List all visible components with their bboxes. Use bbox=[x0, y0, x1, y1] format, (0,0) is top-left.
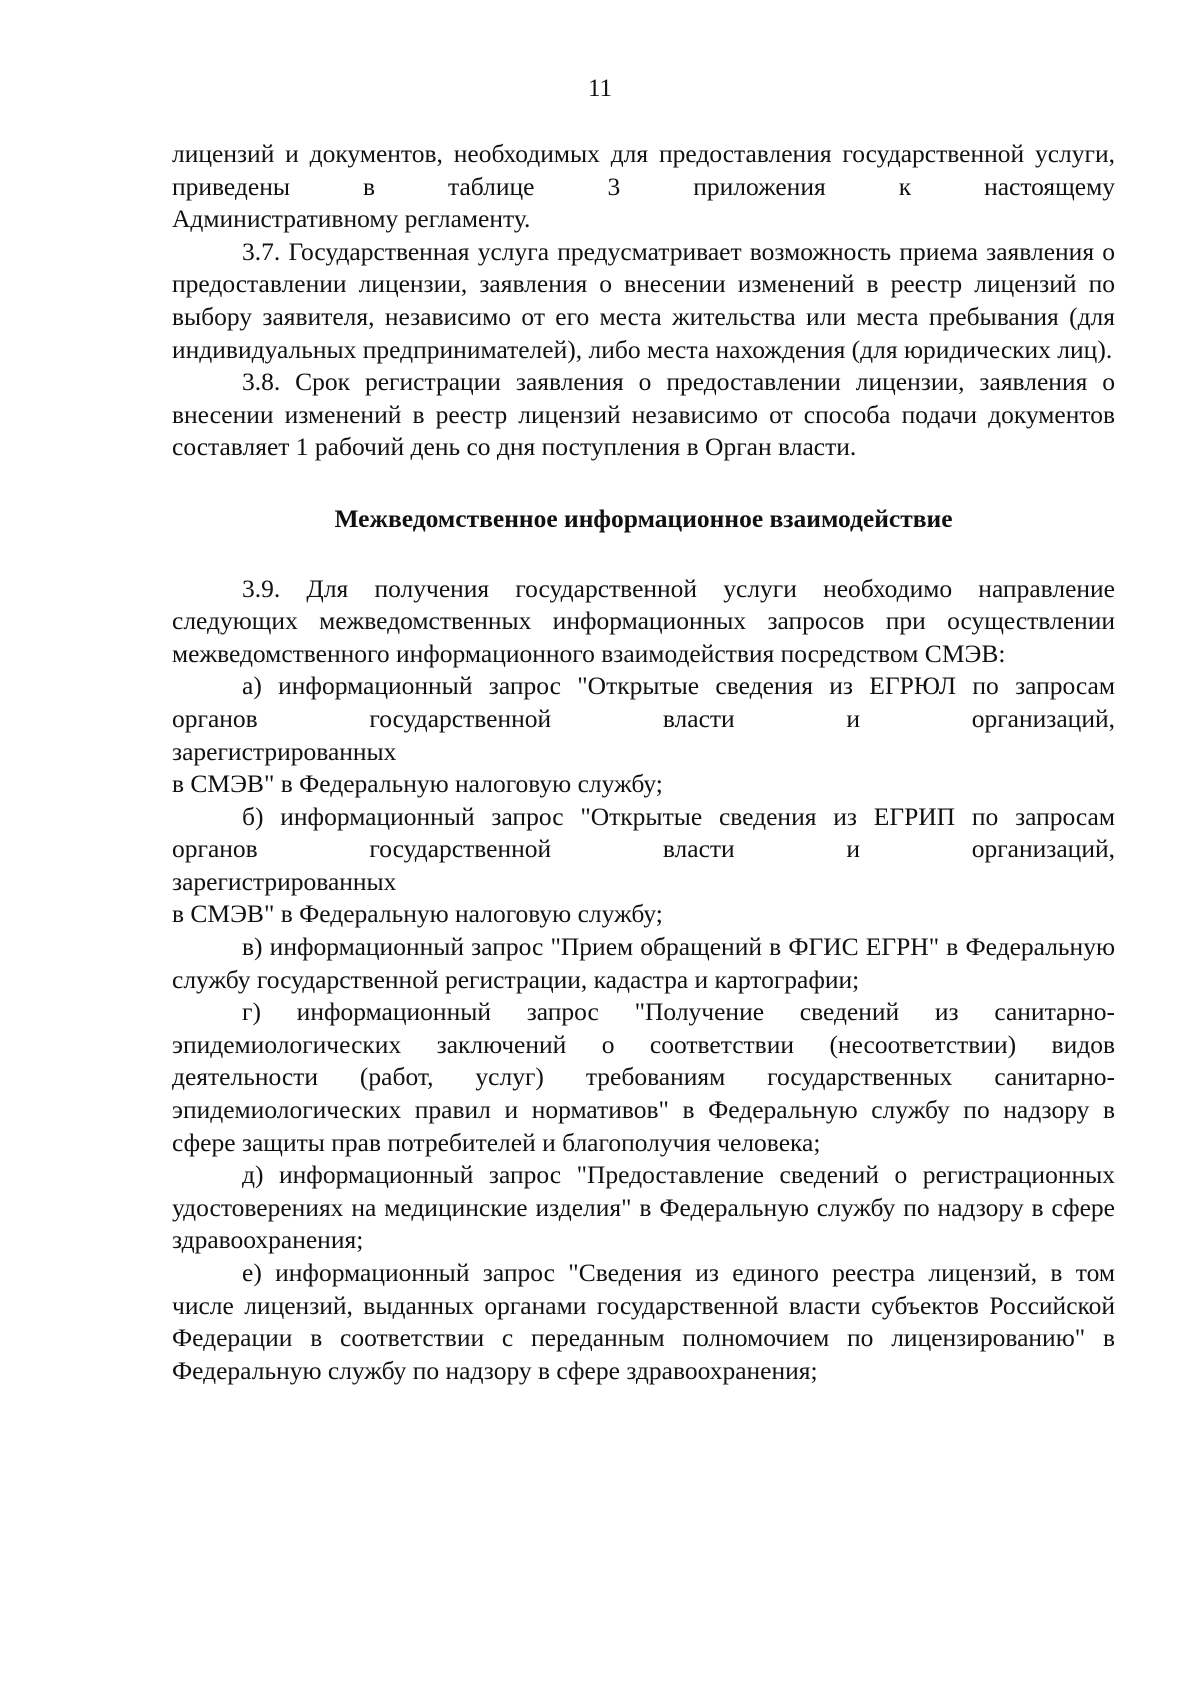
list-item-v: в) информационный запрос "Прием обращений в ФГИС ЕГРН" в Федеральную службу государственной регистрации, кадастра и картографии; bbox=[172, 932, 1115, 994]
list-item-a-line: зарегистрированных bbox=[172, 736, 397, 766]
paragraph-3-9: 3.9. Для получения государственной услуги необходимо направление следующих межведомственных информационных запросов при осуществлении межведомственного информационного взаимодействия посредством СМЭВ: bbox=[172, 573, 1115, 668]
paragraph-continuation: лицензий и документов, необходимых для предоставления государственной услуги, приведены в таблице 3 приложения к настоящему bbox=[172, 139, 1115, 201]
list-item-a-end: в СМЭВ" в Федеральную налоговую службу; bbox=[172, 769, 663, 799]
list-item-b-line: зарегистрированных bbox=[172, 866, 397, 896]
paragraph-3-8: 3.8. Срок регистрации заявления о предоставлении лицензии, заявления о внесении изменений в реестр лицензий независимо от способа подачи документов составляет 1 рабочий день со дня поступления в Орган власти. bbox=[172, 367, 1115, 462]
list-item-g: г) информационный запрос "Получение сведений из санитарно-эпидемиологических заключений о соответствии (несоответствии) видов деятельности (работ, услуг) требованиям государственных санитарно-эпидемиологических правил и нормативов" в Федеральную службу по надзору в сфере защиты прав потребителей и благополучия человека; bbox=[172, 997, 1115, 1157]
list-item-b-end: в СМЭВ" в Федеральную налоговую службу; bbox=[172, 899, 663, 929]
document-body bbox=[172, 138, 1115, 1387]
paragraph-continuation-end: Административному регламенту. bbox=[172, 204, 531, 234]
paragraph-3-7: 3.7. Государственная услуга предусматривает возможность приема заявления о предоставлении лицензии, заявления о внесении изменений в реестр лицензий по выбору заявителя, независимо от его места жительства или места пребывания (для индивидуальных предпринимателей), либо места нахождения (для юридических лиц). bbox=[172, 236, 1115, 364]
list-item-e: е) информационный запрос "Сведения из единого реестра лицензий, в том числе лицензий, выданных органами государственной власти субъектов Российской Федерации в соответствии с переданным полномочием по лицензированию" в Федеральную службу по надзору в сфере здравоохранения; bbox=[172, 1258, 1115, 1385]
list-item-a: а) информационный запрос "Открытые сведения из ЕГРЮЛ по запросам органов государственной власти и организаций, bbox=[172, 671, 1115, 733]
list-item-b: б) информационный запрос "Открытые сведения из ЕГРИП по запросам органов государственной власти и организаций, bbox=[172, 801, 1115, 864]
page-number: 11 bbox=[587, 75, 613, 102]
list-item-d: д) информационный запрос "Предоставление сведений о регистрационных удостоверениях на медицинские изделия" в Федеральную службу по надзору в сфере здравоохранения; bbox=[172, 1160, 1115, 1255]
section-heading: Межведомственное информационное взаимодействие bbox=[334, 503, 953, 533]
